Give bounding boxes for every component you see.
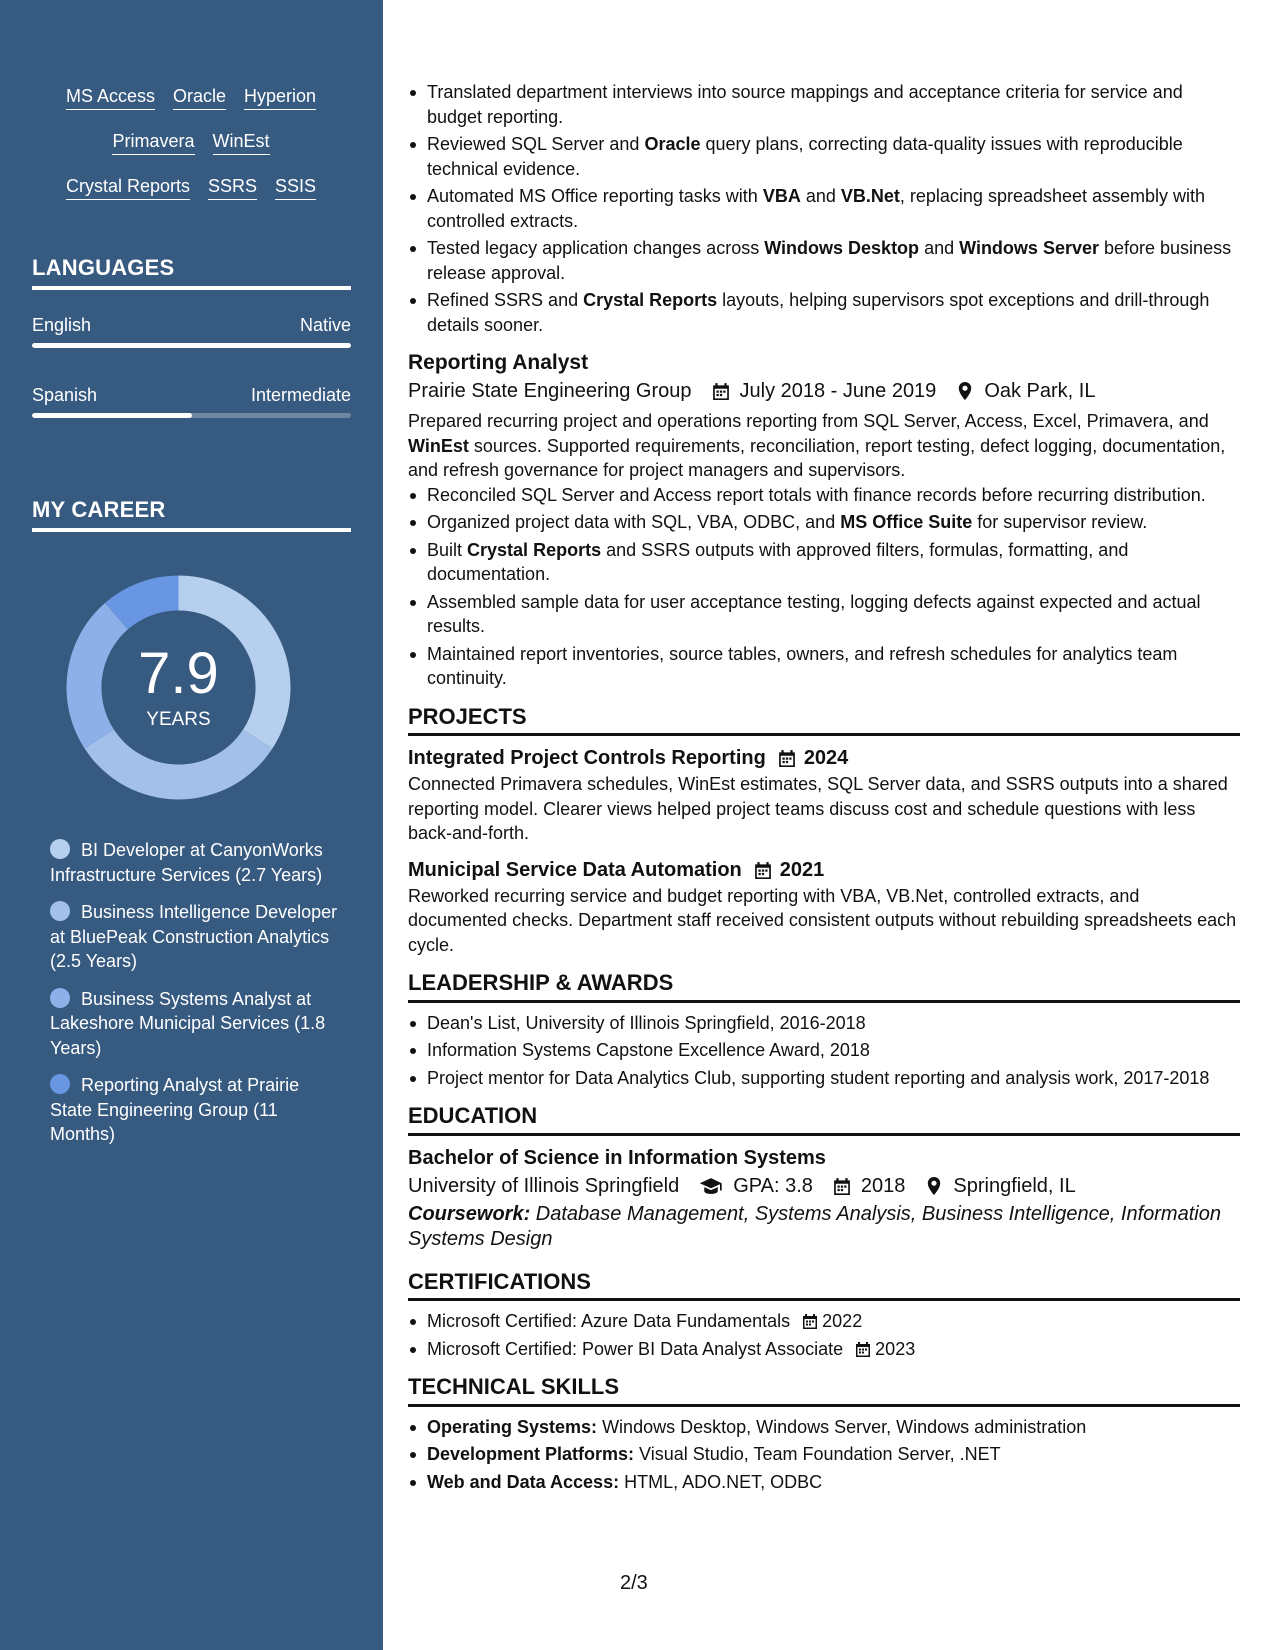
- project-description: Connected Primavera schedules, WinEst estimates, SQL Server data, and SSRS outputs into a shared reporting model. Clearer views helped project teams discuss cost and schedule questions with less back-and-forth.: [408, 774, 1228, 843]
- bullet-item: Translated department interviews into source mappings and acceptance criteria for service and budget reporting.: [408, 80, 1240, 129]
- page-number: 2/3: [620, 1572, 648, 1594]
- bullet-item: Organized project data with SQL, VBA, ODBC, and MS Office Suite for supervisor review.: [408, 510, 1240, 535]
- career-dot: [50, 901, 70, 921]
- calendar-icon: [802, 1313, 818, 1329]
- career-item: [50, 900, 340, 974]
- coursework: Coursework: Database Management, Systems Analysis, Business Intelligence, Information Systems Design: [408, 1202, 1221, 1250]
- skill-tag[interactable]: Hyperion: [244, 84, 316, 110]
- bullet-item: Reviewed SQL Server and Oracle query plans, correcting data-quality issues with reproducible technical evidence.: [408, 132, 1240, 181]
- project-title: Integrated Project Controls Reporting 2024: [408, 744, 1240, 772]
- calendar-icon: [855, 1341, 871, 1357]
- job-summary: Prepared recurring project and operations reporting from SQL Server, Access, Excel, Primavera, and WinEst sources. Supported requirements, reconciliation, report testing, defect logging, documentation, and refresh governance for project managers and supervisors.: [408, 411, 1226, 480]
- career-dot: [50, 1074, 70, 1094]
- bullet-item: Maintained report inventories, source tables, owners, and refresh schedules for analytics team continuity.: [408, 642, 1240, 691]
- bullet-item: Tested legacy application changes across Windows Desktop and Windows Server before business release approval.: [408, 236, 1240, 285]
- bullet-item: Project mentor for Data Analytics Club, supporting student reporting and analysis work, 2017-2018: [408, 1066, 1240, 1091]
- languages-heading: LANGUAGES: [32, 255, 351, 290]
- bullet-item: Dean's List, University of Illinois Springfield, 2016-2018: [408, 1011, 1240, 1036]
- calendar-icon: [833, 1177, 851, 1195]
- language-spanish: [32, 383, 351, 418]
- career-item: [50, 838, 340, 887]
- career-years-label: YEARS: [146, 709, 211, 730]
- sidebar: [0, 0, 383, 1650]
- education-heading: EDUCATION: [408, 1104, 1240, 1136]
- language-level: Native: [299, 315, 351, 335]
- certification-item: Microsoft Certified: Azure Data Fundamentals 2022: [408, 1309, 1240, 1334]
- previous-role-bullets: [408, 80, 1240, 337]
- career-item: [50, 987, 340, 1061]
- language-english: [32, 313, 351, 348]
- location-pin-icon: [956, 382, 974, 400]
- project-description: Reworked recurring service and budget reporting with VBA, VB.Net, controlled extracts, and documented checks. Department staff received consistent outputs without rebuilding spreadsheets each cycle.: [408, 885, 1237, 955]
- language-level: Intermediate: [250, 385, 351, 405]
- skill-tag[interactable]: SSRS: [208, 174, 257, 200]
- project-year: 2021: [779, 858, 825, 881]
- project-title: Municipal Service Data Automation 2021: [408, 856, 1240, 884]
- language-bar-fill: [32, 413, 192, 418]
- bullet-item: Refined SSRS and Crystal Reports layouts, helping supervisors spot exceptions and drill-through details sooner.: [408, 288, 1240, 337]
- job-dates: July 2018 - June 2019: [739, 380, 937, 402]
- language-bar: [32, 343, 351, 348]
- school-location: Springfield, IL: [953, 1174, 1076, 1197]
- leadership-list: [408, 1011, 1240, 1091]
- technical-skill-item: Development Platforms: Visual Studio, Team Foundation Server, .NET: [408, 1442, 1240, 1467]
- job-location: Oak Park, IL: [984, 380, 1096, 402]
- school-name: University of Illinois Springfield: [408, 1174, 680, 1197]
- career-heading: MY CAREER: [32, 497, 351, 532]
- skill-row: [32, 129, 350, 174]
- graduation-year: 2018: [860, 1174, 906, 1197]
- skill-tag[interactable]: Primavera: [112, 129, 194, 155]
- language-name: English: [32, 315, 92, 335]
- career-item-text: Business Intelligence Developer at BluePeak Construction Analytics (2.5 Years): [50, 902, 338, 971]
- career-dot: [50, 988, 70, 1008]
- technical-skills-heading: TECHNICAL SKILLS: [408, 1375, 1240, 1407]
- project-year: 2024: [803, 747, 849, 769]
- career-dot: [50, 839, 70, 859]
- bullet-item: Reconciled SQL Server and Access report totals with finance records before recurring distribution.: [408, 483, 1240, 508]
- calendar-icon: [712, 382, 730, 400]
- language-bar-fill: [32, 343, 351, 348]
- language-name: Spanish: [32, 385, 98, 405]
- career-item-text: BI Developer at CanyonWorks Infrastructure Services (2.7 Years): [50, 840, 323, 885]
- technical-skill-item: Operating Systems: Windows Desktop, Windows Server, Windows administration: [408, 1415, 1240, 1440]
- gpa: GPA: 3.8: [733, 1174, 813, 1197]
- calendar-icon: [754, 861, 772, 879]
- education-meta: [408, 1172, 1240, 1200]
- skill-row: [32, 174, 350, 219]
- career-donut-chart: [66, 575, 291, 800]
- skill-tag[interactable]: Crystal Reports: [66, 174, 190, 200]
- career-total-years: 7.9: [138, 641, 219, 706]
- job-company: Prairie State Engineering Group: [408, 380, 692, 402]
- certification-item: Microsoft Certified: Power BI Data Analyst Associate 2023: [408, 1337, 1240, 1362]
- leadership-heading: LEADERSHIP & AWARDS: [408, 971, 1240, 1003]
- career-item-text: Reporting Analyst at Prairie State Engineering Group (11 Months): [50, 1075, 300, 1144]
- career-item-text: Business Systems Analyst at Lakeshore Municipal Services (1.8 Years): [50, 988, 326, 1058]
- skill-tag[interactable]: MS Access: [66, 84, 155, 110]
- bullet-item: Assembled sample data for user acceptance testing, logging defects against expected and actual results.: [408, 590, 1240, 639]
- location-pin-icon: [925, 1177, 943, 1195]
- degree-title: Bachelor of Science in Information Systems: [408, 1146, 826, 1169]
- skill-tag[interactable]: WinEst: [213, 129, 270, 155]
- job-meta: [408, 377, 1240, 405]
- calendar-icon: [778, 749, 796, 767]
- job-title: Reporting Analyst: [408, 351, 589, 374]
- projects-heading: PROJECTS: [408, 705, 1240, 737]
- certifications-heading: CERTIFICATIONS: [408, 1270, 1240, 1302]
- career-item: [50, 1073, 340, 1147]
- bullet-item: Information Systems Capstone Excellence Award, 2018: [408, 1038, 1240, 1063]
- career-list: [50, 838, 340, 1160]
- bullet-item: Built Crystal Reports and SSRS outputs with approved filters, formulas, formatting, and documentation.: [408, 538, 1240, 587]
- job-bullets: [408, 483, 1240, 691]
- skill-row: [32, 84, 350, 129]
- skill-tag[interactable]: Oracle: [173, 84, 226, 110]
- skill-tag[interactable]: SSIS: [275, 174, 316, 200]
- language-bar: [32, 413, 351, 418]
- main-content: [408, 80, 1240, 1497]
- technical-skill-item: Web and Data Access: HTML, ADO.NET, ODBC: [408, 1470, 1240, 1495]
- technical-skills-list: [408, 1415, 1240, 1495]
- bullet-item: Automated MS Office reporting tasks with VBA and VB.Net, replacing spreadsheet assembly with controlled extracts.: [408, 184, 1240, 233]
- certifications-list: [408, 1309, 1240, 1361]
- graduation-cap-icon: [699, 1177, 723, 1195]
- skill-tags: [32, 84, 350, 219]
